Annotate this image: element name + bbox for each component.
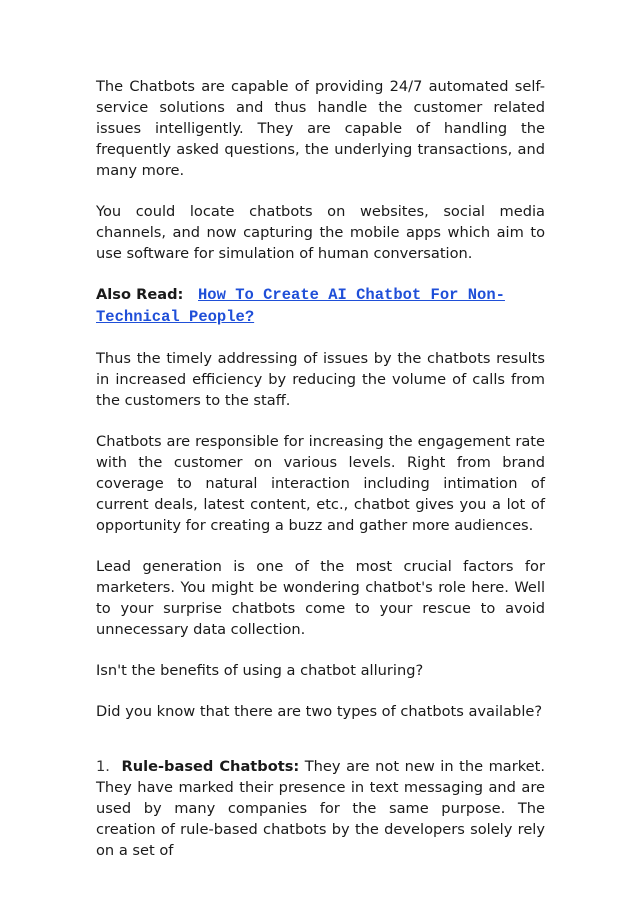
also-read-label: Also Read: — [96, 286, 184, 303]
paragraph-locations: You could locate chatbots on websites, social media channels, and now capturing the mobile apps which aim to use software for simulation of human conversation. — [96, 203, 545, 262]
list-item-title: Rule-based Chatbots: — [121, 758, 300, 775]
list-item-text: They are not new in the market. They have marked their presence in text messaging and are used by many companies for the same purpose. The creation of rule-based chatbots by the developers solely rely on a set of — [96, 758, 546, 859]
list-item-rule-based — [96, 756, 545, 861]
paragraph-lead-generation: Lead generation is one of the most crucial factors for marketers. You might be wondering chatbot's role here. Well to your surprise chatbots come to your rescue to avoid unnecessary data collection. — [96, 558, 545, 638]
paragraph-types-question: Did you know that there are two types of chatbots available? — [96, 703, 543, 720]
document-page — [96, 76, 545, 861]
also-read — [96, 284, 545, 328]
paragraph-efficiency: Thus the timely addressing of issues by the chatbots results in increased efficiency by reducing the volume of calls from the customers to the staff. — [96, 350, 545, 409]
also-read-link[interactable]: How To Create AI Chatbot For Non-Technical People? — [96, 286, 505, 326]
paragraph-benefits-question: Isn't the benefits of using a chatbot alluring? — [96, 662, 424, 679]
paragraph-capabilities: The Chatbots are capable of providing 24/7 automated self-service solutions and thus handle the customer related issues intelligently. They are capable of handling the frequently asked questions, the underlying transactions, and many more. — [96, 78, 545, 179]
paragraph-engagement: Chatbots are responsible for increasing the engagement rate with the customer on various levels. Right from brand coverage to natural interaction including intimation of current deals, latest content, etc., chatbot gives you a lot of opportunity for creating a buzz and gather more audiences. — [96, 433, 545, 534]
list-item-number: 1. — [96, 758, 110, 775]
